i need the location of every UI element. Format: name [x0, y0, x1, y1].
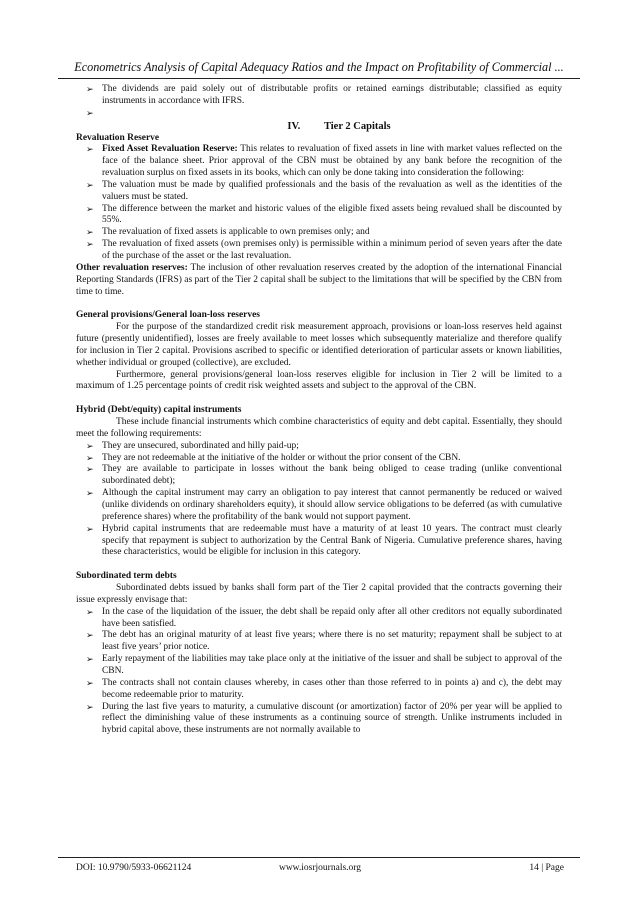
running-header: Econometrics Analysis of Capital Adequacy Ratios and the Impact on Profitability of Commercial ... [74, 60, 564, 74]
bullet-text: The valuation must be made by qualified professionals and the basis of the revaluation as well as the identities of the valuers must be stated. [102, 179, 562, 202]
arrow-bullet-icon: ➢ [86, 630, 94, 641]
paragraph [76, 263, 562, 299]
bullet-item [76, 607, 562, 631]
bullet-item [76, 239, 562, 263]
bullet-text: The revaluation of fixed assets is applicable to own premises only; and [102, 227, 370, 238]
bullet-lead: Fixed Asset Revaluation Reserve: [102, 144, 238, 155]
paragraph: These include financial instruments which combine characteristics of equity and debt capital. Essentially, they should meet the following requirements: [76, 417, 562, 439]
footer-doi: DOI: 10.9790/5933-06621124 [76, 863, 192, 873]
section-title: Tier 2 Capitals [323, 120, 391, 132]
footer-rule [58, 857, 580, 858]
arrow-bullet-icon: ➢ [86, 701, 94, 712]
footer-site-link[interactable]: www.iosrjournals.org [278, 863, 362, 873]
bullet-text: During the last five years to maturity, a cumulative discount (or amortization) factor of 20% per year will be applied to reflect the diminishing value of these instruments as a continuing source of strength. Unlike instruments included in hybrid capital above, these instruments are not normally available to [102, 701, 562, 736]
bullet-item [76, 204, 562, 228]
bullet-text: In the case of the liquidation of the issuer, the debt shall be repaid only after all other creditors not equally subordinated have been satisfied. [102, 606, 562, 629]
bullet-item [76, 630, 562, 654]
paragraph-body: The inclusion of other revaluation reserves created by the adoption of the international Financial Reporting Standards (IFRS) as part of the Tier 2 capital shall be subject to the limitations that will be specified by the CBN from time to time. [76, 262, 562, 297]
arrow-bullet-icon: ➢ [86, 239, 94, 250]
article-body [76, 84, 562, 737]
paragraph-lead: Other revaluation reserves: [76, 262, 188, 273]
bullet-item [76, 227, 562, 239]
arrow-bullet-icon: ➢ [86, 84, 94, 94]
paragraph: Subordinated debts issued by banks shall form part of the Tier 2 capital provided that the contracts governing their issue expressly envisage that: [76, 583, 562, 605]
spacer [76, 393, 562, 405]
arrow-bullet-icon: ➢ [86, 203, 94, 214]
spacer [76, 559, 562, 571]
bullet-text: They are unsecured, subordinated and hilly paid-up; [102, 440, 299, 451]
bullet-text: The contracts shall not contain clauses whereby, in cases other than those referred to in points a) and c), the debt may become redeemable prior to maturity. [102, 677, 562, 700]
bullet-text: The revaluation of fixed assets (own premises only) is permissible within a minimum period of seven years after the date of the purchase of the asset or the last revaluation. [102, 239, 562, 261]
arrow-bullet-icon: ➢ [86, 523, 94, 534]
subheading: Subordinated term debts [76, 571, 177, 582]
bullet-item [76, 702, 562, 738]
subheading: Hybrid (Debt/equity) capital instruments [76, 405, 242, 416]
arrow-bullet-icon: ➢ [86, 606, 94, 617]
bullet-item [76, 180, 562, 204]
bullet-text: Early repayment of the liabilities may take place only at the initiative of the issuer and shall be subject to approval of the CBN. [102, 654, 562, 676]
bullet-item [76, 441, 562, 453]
bullet-item [76, 453, 562, 465]
bullet-text: They are available to participate in losses without the bank being obliged to cease trading (unlike conventional subordinated debt); [102, 464, 562, 487]
section-number: IV. [287, 120, 301, 132]
bullet-text: The difference between the market and historic values of the eligible fixed assets being revalued shall be discounted by 55%. [102, 203, 562, 226]
header-rule [58, 78, 580, 79]
bullet-item [76, 654, 562, 678]
bullet-item [76, 464, 562, 488]
footer-page-number: 14 | Page [529, 863, 564, 873]
bullet-item [76, 144, 562, 180]
bullet-text: The debt has an original maturity of at least five years; where there is no set maturity; repayment shall be subject to at least five years’ prior notice. [102, 630, 562, 653]
subheading: Revaluation Reserve [76, 132, 160, 143]
arrow-bullet-icon: ➢ [86, 144, 94, 155]
arrow-bullet-icon: ➢ [86, 179, 94, 190]
section-heading [76, 120, 562, 133]
bullet-text [102, 144, 562, 180]
bullet-item [76, 84, 562, 108]
paragraph: For the purpose of the standardized credit risk measurement approach, provisions or loan-loss reserves held against future (presently unidentified), losses are freely available to meet losses which subsequently materialize and therefore qualify for inclusion in Tier 2 capital. Provisions ascribed to specific or identified deterioration of particular assets or known liabilities, whether individual or grouped (collective), are excluded. [76, 322, 562, 368]
bullet-text: Hybrid capital instruments that are redeemable must have a maturity of at least 10 years. The contract must clearly specify that repayment is subject to authorization by the Central Bank of Nigeria. Cumulative preference shares, having these characteristics, would be eligible for inclusion in this category. [102, 523, 562, 558]
arrow-bullet-icon: ➢ [86, 107, 94, 118]
arrow-bullet-icon: ➢ [86, 452, 94, 463]
arrow-bullet-icon: ➢ [86, 677, 94, 688]
bullet-body: This relates to revaluation of fixed assets in line with market values reflected on the face of the balance sheet. Prior approval of the CBN must be obtained by any bank before the recognition of the revaluation surplus on fixed assets in its books, which can only be done taking into consideration the following: [102, 144, 562, 179]
arrow-bullet-icon: ➢ [86, 654, 94, 665]
bullet-item [76, 488, 562, 524]
arrow-bullet-icon: ➢ [86, 488, 94, 499]
arrow-bullet-icon: ➢ [86, 440, 94, 451]
subheading: General provisions/General loan-loss reserves [76, 310, 260, 321]
bullet-text: The dividends are paid solely out of distributable profits or retained earnings distributable; classified as equity instruments in accordance with IFRS. [102, 84, 562, 106]
paragraph: Furthermore, general provisions/general loan-loss reserves eligible for inclusion in Tier 2 will be limited to a maximum of 1.25 percentage points of credit risk weighted assets and subject to the approval of the CBN. [76, 369, 562, 392]
bullet-item [76, 524, 562, 560]
bullet-item [76, 108, 562, 120]
bullet-text: They are not redeemable at the initiative of the holder or without the prior consent of the CBN. [102, 452, 461, 463]
bullet-text: Although the capital instrument may carry an obligation to pay interest that cannot permanently be reduced or waived (unlike dividends on ordinary shareholders equity), it should allow service obligations to be deferred (as with cumulative preference shares) where the profitability of the bank would not support payment. [102, 488, 562, 522]
bullet-item [76, 678, 562, 702]
arrow-bullet-icon: ➢ [86, 464, 94, 475]
arrow-bullet-icon: ➢ [86, 227, 94, 238]
spacer [76, 298, 562, 310]
